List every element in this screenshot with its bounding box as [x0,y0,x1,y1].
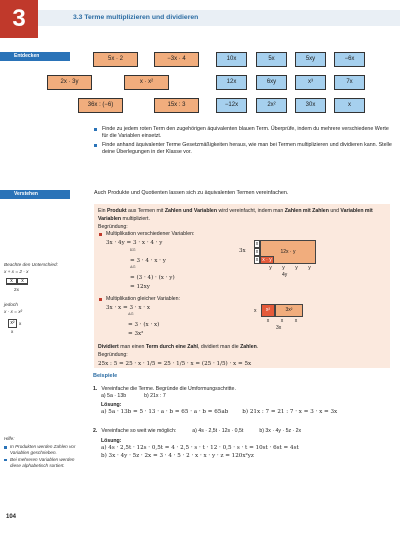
term-card-orange[interactable]: 2x · 3y [47,75,92,90]
entdecken-tasks [93,126,393,158]
kg-tag: KG [130,247,136,252]
begruendung-label: Begründung: [98,351,128,358]
hint-box [4,436,84,469]
sum-result: 2x [14,287,19,292]
task-item: Finde anhand äquivalenter Terme Gesetzmäßigkeiten heraus, wie man bei Termen multiplizieren und dividieren kann. Stelle deine Überlegungen in der Klasse vor. [93,142,393,156]
term-card-orange[interactable]: 36x : (−6) [78,98,123,113]
sum-cell: x [17,278,28,284]
task-item: Finde zu jedem roten Term den zugehörigen äquivalenten blauen Term. Überprüfe, indem du mehrere verschiedene Werte für die Variablen einsetzt. [93,126,393,140]
section-title: 3.3 Terme multiplizieren und dividieren [73,14,199,21]
prod-bottom-label: x [11,329,14,334]
term-card-blue[interactable]: 7x [334,75,365,90]
term-card-blue[interactable]: −6x [334,52,365,67]
verstehen-intro: Auch Produkte und Quotienten lassen sich zu äquivalenten Termen vereinfachen. [94,190,289,196]
mult-same-heading: Multiplikation gleicher Variablen: [98,296,238,304]
grid1-bottom-label: 4y [282,272,288,278]
grid2-cell-orange: 3x² [275,304,303,317]
margin-note-prod: x · x = x² [4,309,23,314]
margin-note-beachte: Beachte den Unterschied: [4,262,58,267]
example-1: 1. Vereinfache die Terme. Begründe die Umformungsschritte. a) 5a · 13b b) 21x : 7 Lösung: a) 5a · 13b = 5 · 13 · a · b = 65 · a · b = 65ab b) 21x : 7 = 21 : 7 · x = 3 · x = 3x [93,386,338,416]
begruendung-label: Begründung: [98,223,128,230]
term-card-orange[interactable]: 15x : 3 [154,98,199,113]
term-card-orange[interactable]: x · x² [124,75,169,90]
math-line: = 3x² [128,330,144,337]
term-card-blue[interactable]: −12x [216,98,247,113]
grid2-col-labels: x x x [266,318,298,324]
rule-statement: Ein Produkt aus Termen mit Zahlen und Variablen wird vereinfacht, indem man Zahlen mit Zahlen und Variablen mit Variablen multipliziert. [98,208,373,222]
term-card-blue[interactable]: 12x [216,75,247,90]
grid2-left-label: x [254,308,257,314]
grid2-cell-red: x² [261,304,275,317]
grid1-left-label: 3x [239,248,246,254]
hint-item: Bei mehreren Variablen werden diese alphabetisch sortiert. [4,457,84,469]
entdecken-label: Entdecken [0,52,70,61]
math-line: = 12xy [130,283,150,290]
prod-square: x² [8,319,17,328]
page-number: 104 [6,514,17,520]
grid2-bottom-label: 3x [276,325,282,331]
sum-cell: x [6,278,17,284]
example-2: 2. Vereinfache so weit wie möglich: a) 4s · 2,5t · 12s · 0,5t b) 3x · 4y · 5z · 2x Lösung: a) 4s · 2,5t · 12s · 0,5t = 4 · 2,5 · s · t · 12 · 0,5 · s · t = 10st · 6st = 4st b) 3x · 4y · 5z · 2x = 3 · 4 · 5 · 2 · x · x · y · z = 120x²yz [93,428,302,459]
rule-box [94,204,390,368]
grid1-row-label: x [255,240,259,247]
mult-same-block [98,296,238,338]
math-line: $^{KG}$ = 3 · 4 · x · y [130,247,166,264]
term-card-blue[interactable]: 5x [256,52,287,67]
term-card-blue[interactable]: 30x [295,98,326,113]
margin-note-sum: x + x = 2 · x [4,269,29,274]
hint-title: Hilfe: [4,436,15,441]
term-card-blue[interactable]: 5xy [295,52,326,67]
ag-tag: AG [130,265,136,270]
verstehen-label: Verstehen [0,190,70,199]
division-rule: Dividiert man einen Term durch eine Zahl, dividiert man die Zahlen. [98,344,259,350]
term-card-orange[interactable]: 5x · 2 [93,52,138,67]
beispiele-title: Beispiele [93,373,118,379]
term-card-blue[interactable]: 6xy [256,75,287,90]
grid1-row-label: x [255,256,259,263]
term-card-blue[interactable]: 2x² [256,98,287,113]
hint-item: In Produkten werden Zahlen vor Variablen geschrieben. [4,444,84,456]
chapter-number: 3 [0,0,38,38]
division-line: 25x : 5 = 25 · x · 1/5 = 25 · 1/5 · x = (25 · 1/5) · x = 5x [98,360,252,367]
term-card-blue[interactable]: x³ [295,75,326,90]
grid1-area: 12x · y [260,240,316,264]
margin-note-jedoch: jedoch [4,302,18,307]
sum-diagram [6,278,28,285]
term-card-orange[interactable]: −3x · 4 [154,52,199,67]
prod-side-label: x [19,321,22,326]
math-line: 3x · 4y = 3 · x · 4 · y [106,240,163,247]
grid1-highlight: x · y [260,256,274,264]
grid1-col-labels: y y y y [269,265,311,271]
ag-tag: AG [128,312,134,317]
division-block [98,344,386,368]
term-card-blue[interactable]: 10x [216,52,247,67]
math-line: $^{AG}$ = (3 · 4) · (x · y) [130,265,175,282]
math-line: 3x · x = 3 · x · x [106,304,150,311]
mult-diff-heading: Multiplikation verschiedener Variablen: [98,231,386,239]
math-line: $^{AG}$ = 3 · (x · x) [128,312,160,329]
grid1-row-label: x [255,248,259,255]
term-card-blue[interactable]: x [334,98,365,113]
